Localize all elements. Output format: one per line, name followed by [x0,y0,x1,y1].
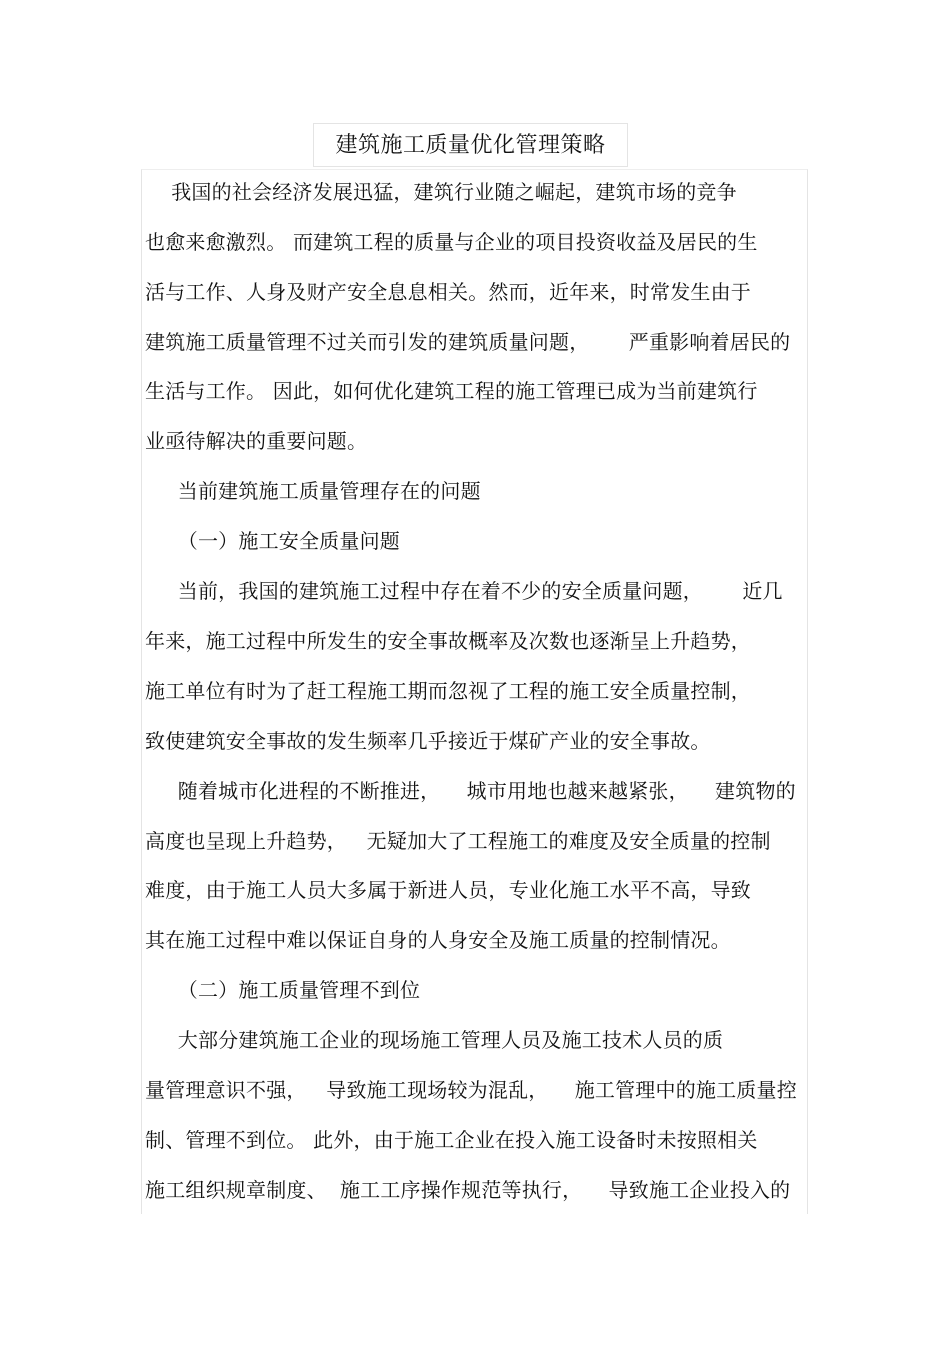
text-line: 高度也呈现上升趋势， 无疑加大了工程施工的难度及安全质量的控制 [145,829,771,853]
text-line: 建筑施工质量管理不过关而引发的建筑质量问题， 严重影响着居民的 [145,330,791,354]
text-line: 业亟待解决的重要问题。 [145,429,368,453]
text-line: 施工单位有时为了赶工程施工期而忽视了工程的施工安全质量控制， [145,679,751,703]
text-line: 大部分建筑施工企业的现场施工管理人员及施工技术人员的质 [145,1028,724,1052]
text-line: 也愈来愈激烈。 而建筑工程的质量与企业的项目投资收益及居民的生 [145,230,758,254]
text-line: 施工组织规章制度、 施工工序操作规范等执行， 导致施工企业投入的 [145,1178,791,1202]
text-line: 随着城市化进程的不断推进， 城市用地也越来越紧张， 建筑物的 [145,779,796,803]
text-line: 生活与工作。 因此，如何优化建筑工程的施工管理已成为当前建筑行 [145,379,758,403]
text-line: 当前，我国的建筑施工过程中存在着不少的安全质量问题， 近几 [145,579,783,603]
document-title: 建筑施工质量优化管理策略 [313,123,628,167]
text-line: 活与工作、人身及财产安全息息相关。然而，近年来，时常发生由于 [145,280,751,304]
subsection-heading: （二）施工质量管理不到位 [145,978,421,1002]
text-line: 我国的社会经济发展迅猛，建筑行业随之崛起，建筑市场的竞争 [145,180,737,204]
section-heading: 当前建筑施工质量管理存在的问题 [145,479,481,503]
text-line: 致使建筑安全事故的发生频率几乎接近于煤矿产业的安全事故。 [145,729,711,753]
text-line: 制、管理不到位。 此外，由于施工企业在投入施工设备时未按照相关 [145,1128,758,1152]
text-line: 难度，由于施工人员大多属于新进人员，专业化施工水平不高，导致 [145,878,751,902]
text-line: 其在施工过程中难以保证自身的人身安全及施工质量的控制情况。 [145,928,731,952]
text-line: 量管理意识不强， 导致施工现场较为混乱， 施工管理中的施工质量控 [145,1078,797,1102]
text-line: 年来，施工过程中所发生的安全事故概率及次数也逐渐呈上升趋势， [145,629,751,653]
subsection-heading: （一）施工安全质量问题 [145,529,400,553]
